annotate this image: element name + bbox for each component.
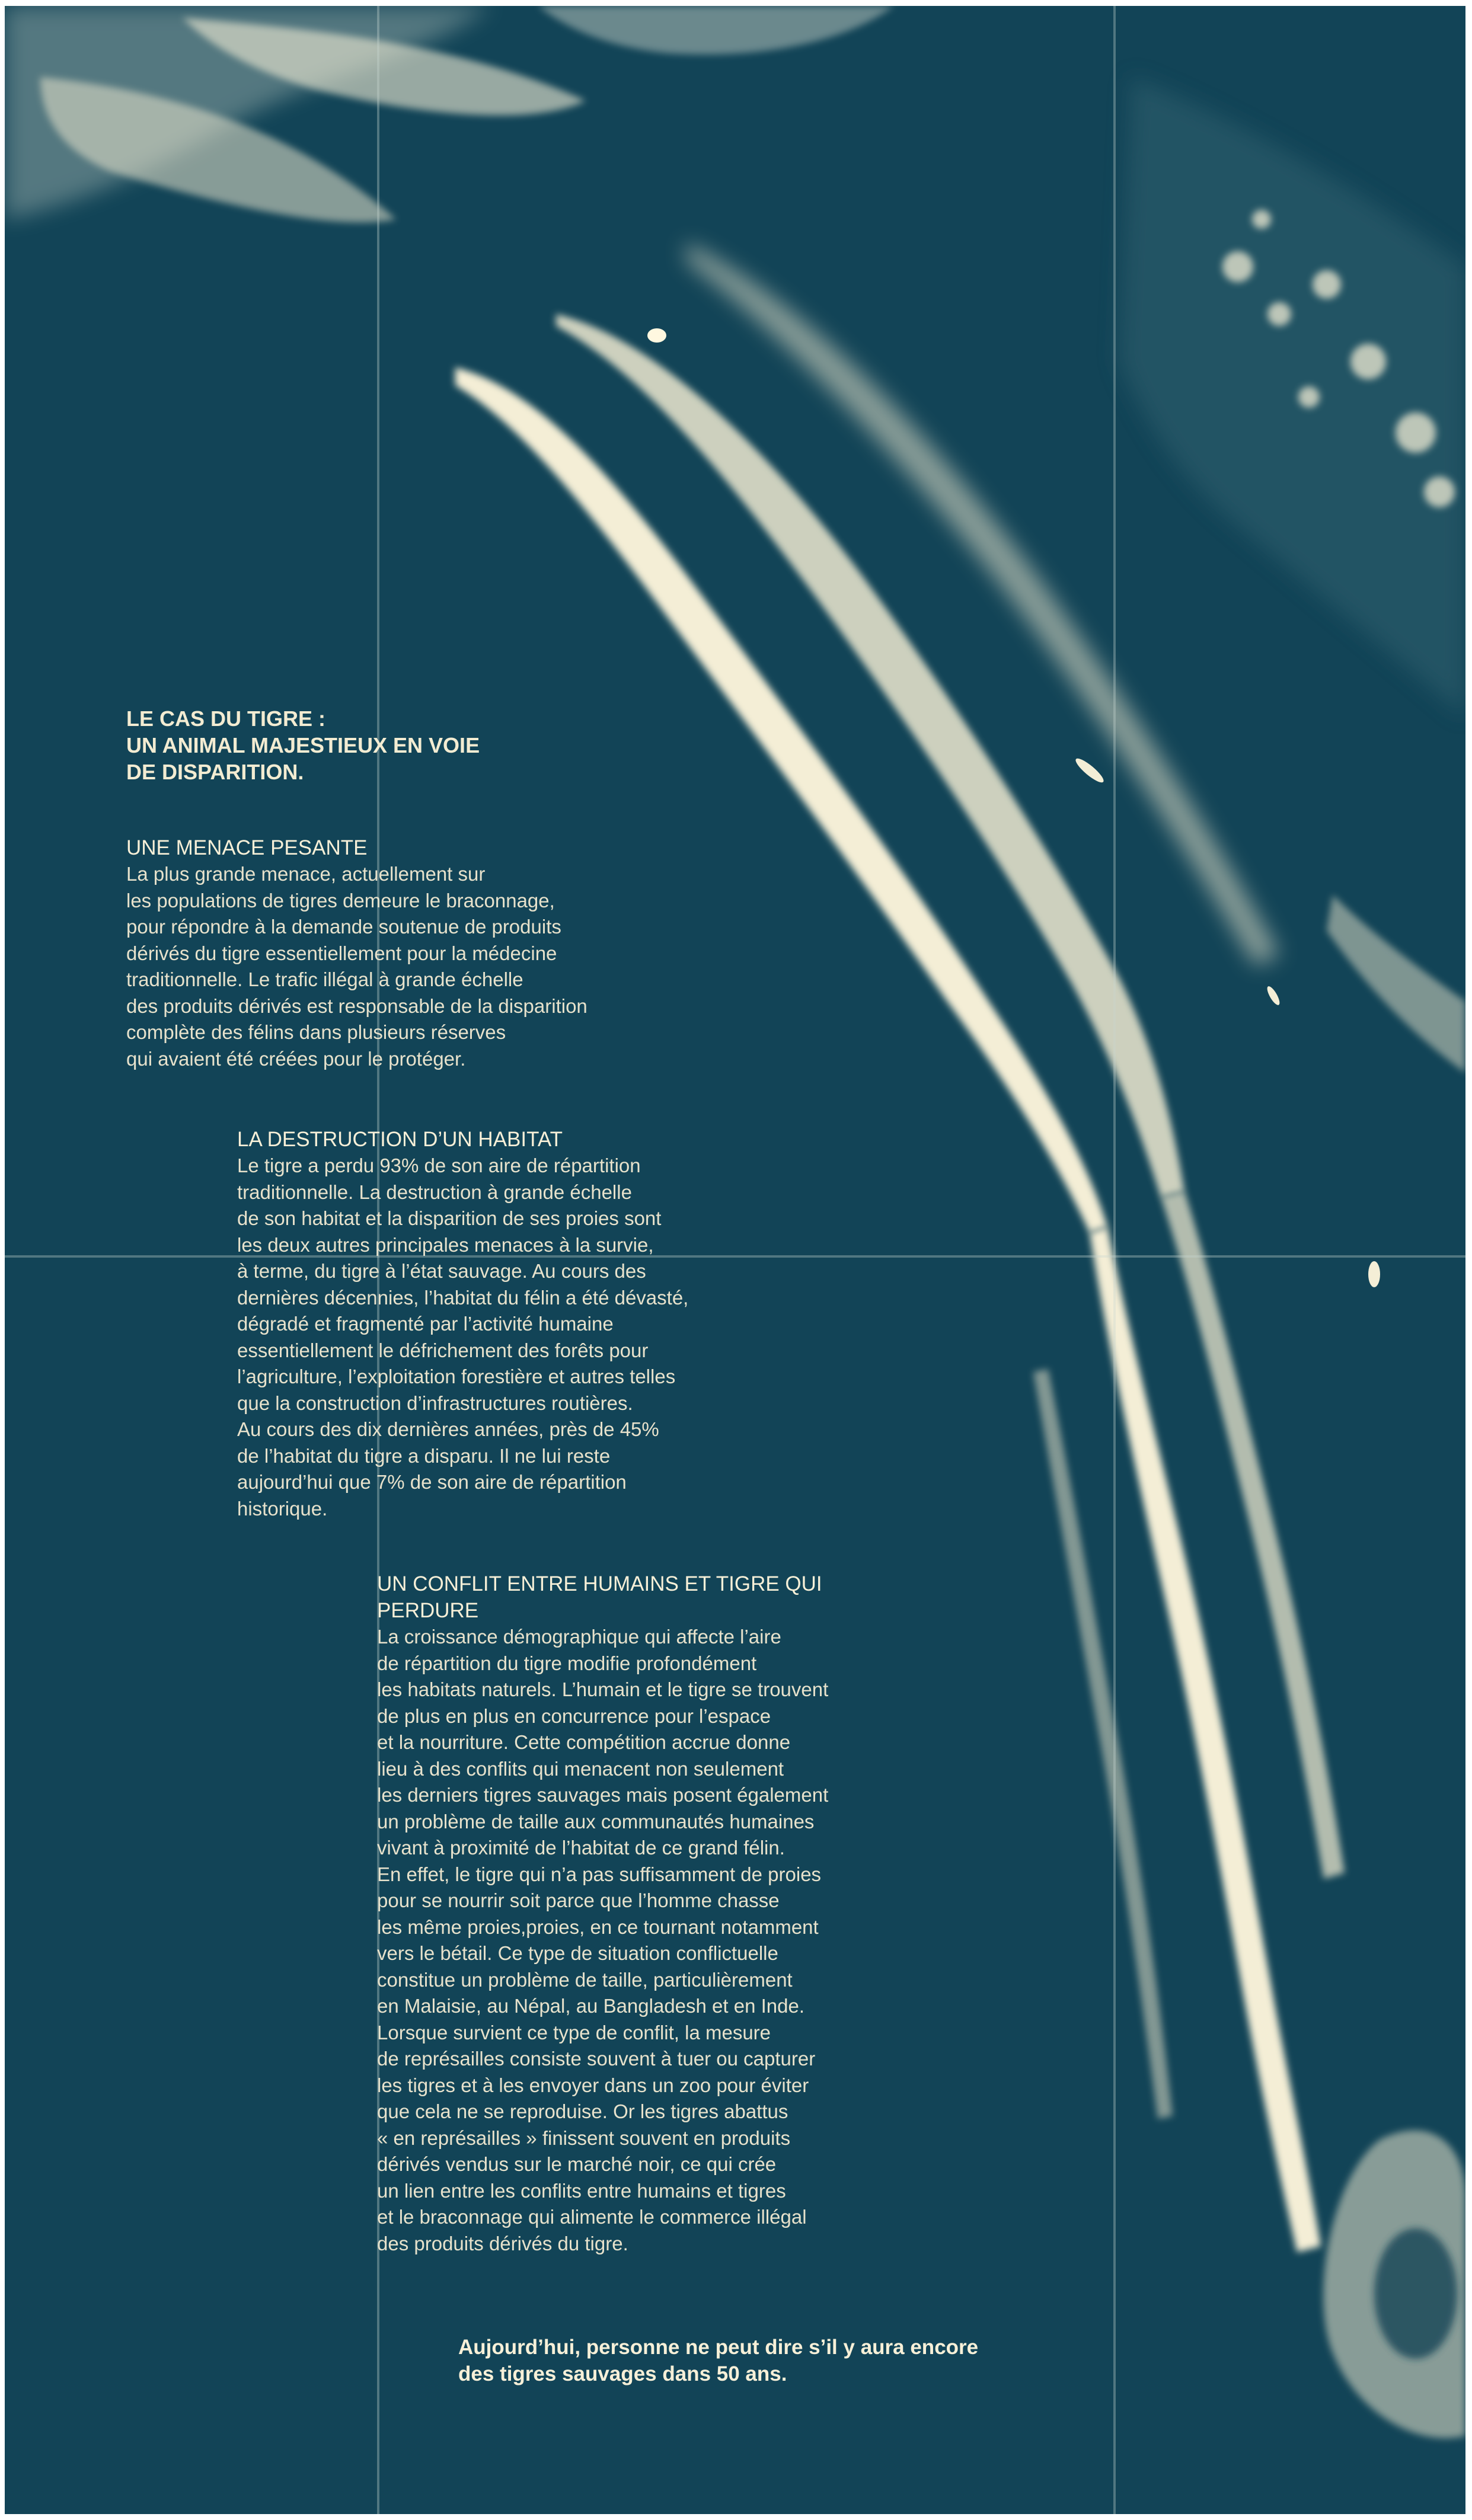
- body-line: les même proies,proies, en ce tournant notamment: [377, 1915, 819, 1938]
- body-line: complète des félins dans plusieurs réserves: [126, 1021, 506, 1043]
- section-heading: [237, 1126, 830, 1153]
- body-line: un problème de taille aux communautés humaines: [377, 1810, 815, 1833]
- section-menace: [126, 834, 719, 1072]
- body-line: les deux autres principales menaces à la survie,: [237, 1233, 654, 1256]
- body-line: des produits dérivés du tigre.: [377, 2232, 628, 2254]
- heading-line: LA DESTRUCTION D’UN HABITAT: [237, 1128, 563, 1151]
- body-line: constitue un problème de taille, particulièrement: [377, 1968, 793, 1991]
- section-habitat: [237, 1126, 830, 1522]
- body-line: que cela ne se reproduise. Or les tigres abattus: [377, 2100, 788, 2122]
- body-line: En effet, le tigre qui n’a pas suffisamment de proies: [377, 1863, 822, 1885]
- body-line: Le tigre a perdu 93% de son aire de répartition: [237, 1155, 641, 1176]
- body-line: en Malaisie, au Népal, au Bangladesh et en Inde.: [377, 1995, 805, 2017]
- conclusion-line: Aujourd’hui, personne ne peut dire s’il y aura encore: [458, 2336, 979, 2359]
- fold-line-vertical-right: [1113, 6, 1116, 2514]
- body-line: de représailles consiste souvent à tuer ou capturer: [377, 2048, 816, 2070]
- body-line: les derniers tigres sauvages mais posent également: [377, 1784, 829, 1806]
- body-line: lieu à des conflits qui menacent non seulement: [377, 1757, 784, 1780]
- body-line: de l’habitat du tigre a disparu. Il ne lui reste: [237, 1444, 611, 1467]
- body-line: un lien entre les conflits entre humains et tigres: [377, 2179, 786, 2202]
- body-line: essentiellement le défrichement des forêts pour: [237, 1339, 649, 1361]
- body-line: les populations de tigres demeure le braconnage,: [126, 889, 555, 912]
- body-line: et la nourriture. Cette compétition accrue donne: [377, 1731, 791, 1753]
- body-line: pour répondre à la demande soutenue de produits: [126, 916, 561, 938]
- body-line: dégradé et fragmenté par l’activité humaine: [237, 1313, 614, 1335]
- body-line: de plus en plus en concurrence pour l’espace: [377, 1704, 771, 1727]
- body-line: les tigres et à les envoyer dans un zoo pour éviter: [377, 2074, 809, 2096]
- body-line: des produits dérivés est responsable de la disparition: [126, 994, 587, 1017]
- title-line: UN ANIMAL MAJESTIEUX EN VOIE: [126, 733, 480, 757]
- body-line: que la construction d’infrastructures routières.: [237, 1392, 633, 1414]
- body-line: traditionnelle. Le trafic illégal à grande échelle: [126, 968, 523, 990]
- poster: [5, 6, 1465, 2514]
- body-line: dérivés vendus sur le marché noir, ce qui crée: [377, 2153, 777, 2175]
- title-line: DE DISPARITION.: [126, 760, 304, 784]
- conclusion: [458, 2334, 1051, 2387]
- heading-line: UN CONFLIT ENTRE HUMAINS ET TIGRE QUI: [377, 1572, 822, 1595]
- body-line: à terme, du tigre à l’état sauvage. Au cours des: [237, 1260, 646, 1282]
- body-line: l’agriculture, l’exploitation forestière et autres telles: [237, 1365, 676, 1387]
- heading-line: UNE MENACE PESANTE: [126, 836, 368, 859]
- body-line: de son habitat et la disparition de ses proies sont: [237, 1207, 662, 1229]
- body-line: les habitats naturels. L’humain et le tigre se trouvent: [377, 1678, 829, 1700]
- body-line: « en représailles » finissent souvent en produits: [377, 2126, 791, 2149]
- page-title: [126, 705, 541, 785]
- title-line: LE CAS DU TIGRE :: [126, 706, 326, 731]
- body-line: Au cours des dix dernières années, près de 45%: [237, 1418, 659, 1440]
- body-line: La croissance démographique qui affecte l’aire: [377, 1626, 781, 1648]
- body-line: aujourd’hui que 7% de son aire de répartition: [237, 1471, 627, 1493]
- body-line: vivant à proximité de l’habitat de ce grand félin.: [377, 1837, 785, 1859]
- body-line: vers le bétail. Ce type de situation conflictuelle: [377, 1942, 778, 1964]
- heading-line: PERDURE: [377, 1599, 479, 1622]
- body-line: de répartition du tigre modifie profondément: [377, 1652, 757, 1674]
- body-line: La plus grande menace, actuellement sur: [126, 863, 486, 885]
- body-line: traditionnelle. La destruction à grande échelle: [237, 1181, 632, 1203]
- section-conflict: [377, 1571, 970, 2257]
- body-line: et le braconnage qui alimente le commerce illégal: [377, 2206, 807, 2228]
- body-line: qui avaient été créées pour le protéger.: [126, 1047, 466, 1070]
- body-line: dérivés du tigre essentiellement pour la médecine: [126, 942, 557, 964]
- section-body: [126, 861, 719, 1072]
- section-heading: [126, 834, 719, 861]
- body-line: pour se nourrir soit parce que l’homme chasse: [377, 1889, 780, 1911]
- body-line: Lorsque survient ce type de conflit, la mesure: [377, 2021, 771, 2043]
- section-body: [237, 1153, 830, 1522]
- section-heading: [377, 1571, 970, 1624]
- body-line: historique.: [237, 1497, 328, 1520]
- conclusion-line: des tigres sauvages dans 50 ans.: [458, 2362, 787, 2385]
- body-line: dernières décennies, l’habitat du félin a été dévasté,: [237, 1286, 689, 1309]
- section-body: [377, 1624, 970, 2257]
